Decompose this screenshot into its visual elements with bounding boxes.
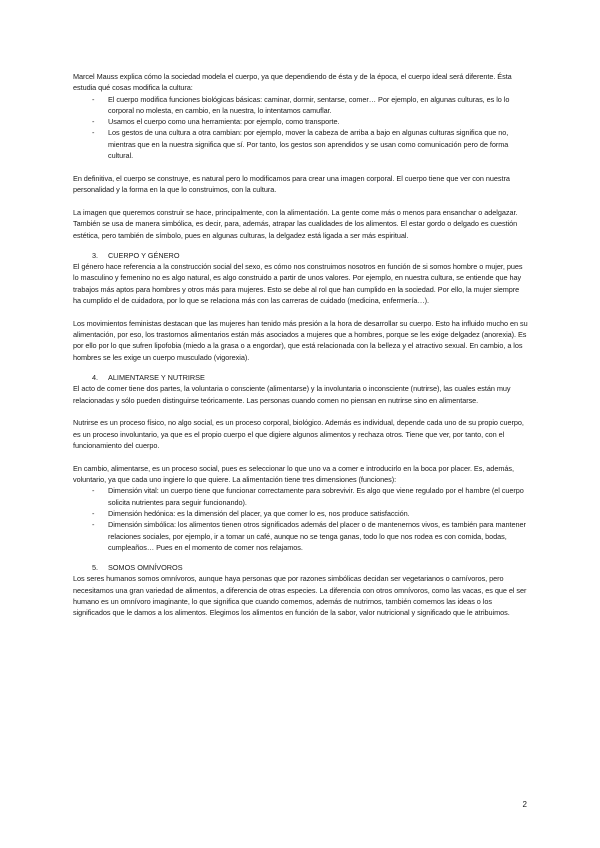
intro-paragraph-3: La imagen que queremos construir se hace, principalmente, con la alimentación. La gente come más o menos para ensanchar o adelgazar. También se usa de manera simbólica, es decir, para, además, atrapar las cualidades de los alimentos. El estar gordo o delgado es cuestión estética, pero también de símbolo, pues en algunas culturas, la delgadez está ligada a ser más espiritual.: [73, 207, 518, 240]
intro-paragraph-1: Marcel Mauss explica cómo la sociedad modela el cuerpo, ya que dependiendo de ésta y de la época, el cuerpo ideal será diferente. Ésta estudia qué cosas modifica la cultura:: [73, 72, 512, 93]
list-item: [73, 485, 528, 508]
dash-bullet: -: [92, 486, 95, 496]
section4-paragraph-3: En cambio, alimentarse, es un proceso social, pues es seleccionar lo que uno va a comer e introducirlo en la boca por placer. Es, además, voluntario, ya que cada uno ingiere lo que quiere. La alimentación tiene tres dimensiones (funciones):: [73, 463, 514, 485]
section-heading-4: [73, 372, 528, 383]
page-number: 2: [522, 800, 527, 809]
section-title: SOMOS OMNÍVOROS: [108, 563, 183, 573]
list-item: [73, 508, 528, 519]
section4-paragraph-2: Nutrirse es un proceso físico, no algo social, es un proceso corporal, biológico. Además es individual, depende cada uno de su propio cuerpo, es un proceso involuntario, ya que es el propio cuerpo el que digiere algunos alimentos y rechaza otros. Tiene que ver, por tanto, con el funcionamiento del cuerpo.: [73, 418, 524, 451]
list-item: [73, 94, 528, 117]
dash-bullet: -: [92, 509, 95, 518]
section-title: ALIMENTARSE Y NUTRIRSE: [108, 373, 205, 383]
dash-bullet: -: [92, 117, 95, 127]
intro-list: [73, 94, 528, 162]
dash-bullet: -: [92, 128, 95, 138]
list-item-text: Usamos el cuerpo como una herramienta: por ejemplo, como transporte.: [108, 117, 340, 127]
list-item: [73, 519, 528, 553]
list-item-text: El cuerpo modifica funciones biológicas básicas: caminar, dormir, sentarse, comer… Por ejemplo, en algunas culturas, es lo lo corporal no molesta, en cambio, en la nuestra, lo intentamos camuflar.: [108, 94, 510, 115]
section-heading-3: [73, 250, 528, 261]
section3-paragraph-1: El género hace referencia a la construcción social del sexo, es cómo nos construimos nosotros en función de si somos hombre o mujer, pues lo masculino y femenino no es algo natural, es algo construido a partir de unos valores. Por ejemplo, en nuestra cultura, se entiende que hay trabajos más aptos para hombres y otros más para mujeres. Esto se debe al rol que han cumplido en la sociedad. Por ello, la mujer siempre ha cumplido el de cuidadora, por lo que se relaciona más con las carreras de cuidado (medicina, enfermería…).: [73, 262, 523, 306]
section-number: 4.: [92, 373, 99, 383]
list-item: [73, 116, 528, 127]
list-item: [73, 127, 528, 161]
list-item-text: Dimensión vital: un cuerpo tiene que funcionar correctamente para sobrevivir. Es algo que viene regulado por el hambre (el cuerpo solicita nutrientes para seguir funcionando).: [108, 486, 524, 507]
section-number: 3.: [92, 250, 99, 260]
section4-paragraph-1: El acto de comer tiene dos partes, la voluntaria o consciente (alimentarse) y la involuntaria o inconsciente (nutrirse), las cuales están muy relacionadas y sólo pueden distinguirse teóricamente. Las personas cuando comen no piensan en nutrirse sino en alimentarse.: [73, 384, 511, 405]
intro-paragraph-2: En definitiva, el cuerpo se construye, es natural pero lo modificamos para crear una imagen corporal. El cuerpo tiene que ver con nuestra personalidad y la forma en la que lo construimos, con la cultura.: [73, 173, 510, 195]
list-item-text: Los gestos de una cultura a otra cambian: por ejemplo, mover la cabeza de arriba a bajo en algunas culturas significa que no, mientras que en la nuestra significa que sí. Por tanto, los gestos son aprendidos y se usan como comunicación pero de forma cultural.: [108, 128, 509, 161]
list-item-text: Dimensión simbólica: los alimentos tienen otros significados además del placer o de mantenernos vivos, es también para mantener relaciones sociales, por ejemplo, ir a tomar un café, aunque no se tenga ganas, todo lo que nos rodea es con comida, bodas, cumpleaños… Pues en el momento de comer nos relajamos.: [108, 520, 526, 552]
list-item-text: Dimensión hedónica: es la dimensión del placer, ya que comer lo es, nos produce satisfacción.: [108, 509, 410, 518]
section-title: CUERPO Y GÉNERO: [108, 250, 180, 260]
dash-bullet: -: [92, 94, 95, 104]
dimensions-list: [73, 485, 528, 553]
section3-paragraph-2: Los movimientos feministas destacan que las mujeres han tenido más presión a la hora de desarrollar su cuerpo. Esto ha influido mucho en su alimentación, por eso, los trastornos alimentarios están más asociados a mujeres que a hombres, porque se les exige delgadez (anorexia). Es por ello por lo que sufren lipofobia (miedo a la grasa o a engordar), que está relacionada con la belleza y el atractivo sexual. En cambio, a los hombres se les exige un cuerpo musculado (vigorexia).: [73, 318, 528, 362]
section5-paragraph-1: Los seres humanos somos omnívoros, aunque haya personas que por razones simbólicas decidan ser vegetarianos o carnívoros, pero necesitamos una gran variedad de alimentos, a diferencia de otras especies. La diferencia con otros omnívoros, como las vacas, es que el ser humano es un omnívoro imaginante, lo que significa que cuando comemos, además de nutrirnos, también comemos las ideas o los significados que le damos a los alimentos. Elegimos los alimentos en función de la sabor, valor nutricional y significado que le atribuimos.: [73, 574, 527, 618]
section-number: 5.: [92, 563, 99, 573]
section-heading-5: [73, 562, 528, 573]
dash-bullet: -: [92, 520, 95, 530]
